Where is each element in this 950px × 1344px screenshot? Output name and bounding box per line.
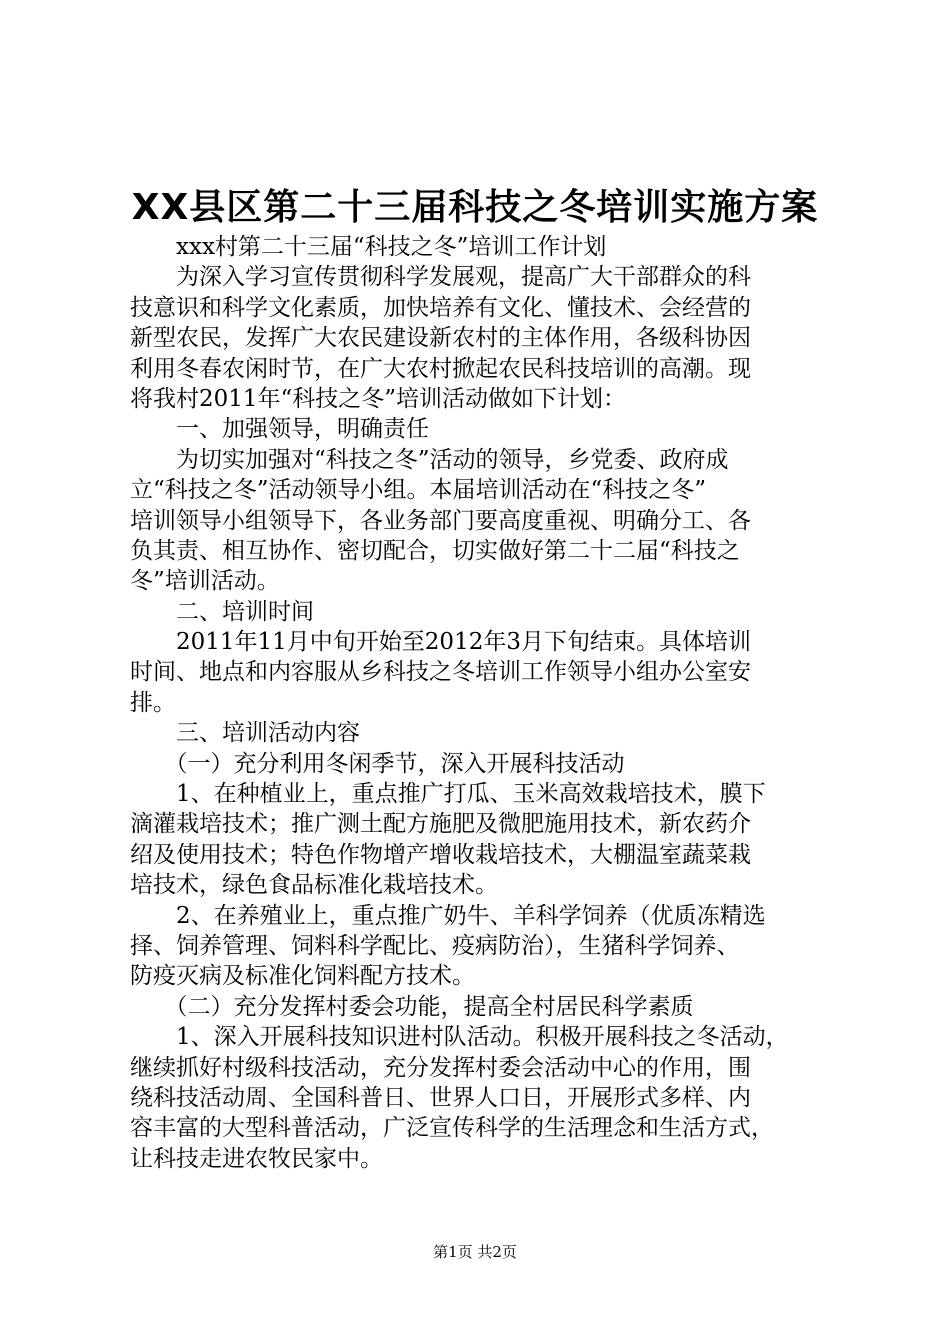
- body-line: 为切实加强对“科技之冬”活动的领导，乡党委、政府成: [130, 446, 729, 473]
- body-line: 防疫灭病及标准化饲料配方技术。: [130, 963, 475, 990]
- page-footer: 第1页 共2页: [433, 1243, 517, 1261]
- body-line: （一）充分利用冬闲季节，深入开展科技活动: [130, 750, 625, 777]
- body-line: 绍及使用技术；特色作物增产增收栽培技术，大棚温室蔬菜栽: [130, 841, 751, 868]
- body-line: 继续抓好村级科技活动，充分发挥村委会活动中心的作用，围: [130, 1054, 751, 1081]
- body-line: 冬”培训活动。: [130, 568, 280, 595]
- body-line: 2011年11月中旬开始至2012年3月下旬结束。具体培训: [130, 629, 751, 656]
- document-title: XX县区第二十三届科技之冬培训实施方案: [131, 187, 819, 228]
- document-body: [130, 232, 835, 1174]
- body-line: 一、加强领导，明确责任: [130, 416, 429, 443]
- body-line: 时间、地点和内容服从乡科技之冬培训工作领导小组办公室安: [130, 659, 751, 686]
- body-line: 三、培训活动内容: [130, 720, 360, 747]
- body-line: 将我村2011年“科技之冬”培训活动做如下计划：: [130, 385, 627, 412]
- body-line: 为深入学习宣传贯彻科学发展观，提高广大干部群众的科: [130, 264, 751, 291]
- body-line: 排。: [130, 689, 176, 716]
- body-line: 择、饲养管理、饲料科学配比、疫病防治），生猪科学饲养、: [130, 932, 740, 959]
- body-line: （二）充分发挥村委会功能，提高全村居民科学素质: [130, 993, 694, 1020]
- body-line: 1、在种植业上，重点推广打瓜、玉米高效栽培技术，膜下: [130, 781, 766, 808]
- body-line: 二、培训时间: [130, 598, 314, 625]
- body-line: 容丰富的大型科普活动，广泛宣传科学的生活理念和生活方式，: [130, 1115, 774, 1142]
- body-line: 2、在养殖业上，重点推广奶牛、羊科学饲养（优质冻精选: [130, 902, 766, 929]
- body-line: 培训领导小组领导下，各业务部门要高度重视、明确分工、各: [130, 507, 751, 534]
- body-line: 技意识和科学文化素质，加快培养有文化、懂技术、会经营的: [130, 294, 751, 321]
- body-line: 绕科技活动周、全国科普日、世界人口日，开展形式多样、内: [130, 1084, 751, 1111]
- body-line: 负其责、相互协作、密切配合，切实做好第二十二届“科技之: [130, 537, 740, 564]
- body-line: 利用冬春农闲时节，在广大农村掀起农民科技培训的高潮。现: [130, 355, 751, 382]
- body-line: 让科技走进农牧民家中。: [130, 1145, 383, 1172]
- body-line: 培技术，绿色食品标准化栽培技术。: [130, 872, 498, 899]
- body-line: 滴灌栽培技术；推广测土配方施肥及微肥施用技术，新农药介: [130, 811, 751, 838]
- body-line: 新型农民，发挥广大农民建设新农村的主体作用，各级科协因: [130, 325, 751, 352]
- body-line: xxx村第二十三届“科技之冬”培训工作计划: [130, 234, 607, 260]
- body-line: 1、深入开展科技知识进村队活动。积极开展科技之冬活动，: [130, 1024, 789, 1051]
- body-line: 立“科技之冬”活动领导小组。本届培训活动在“科技之冬”: [130, 477, 707, 504]
